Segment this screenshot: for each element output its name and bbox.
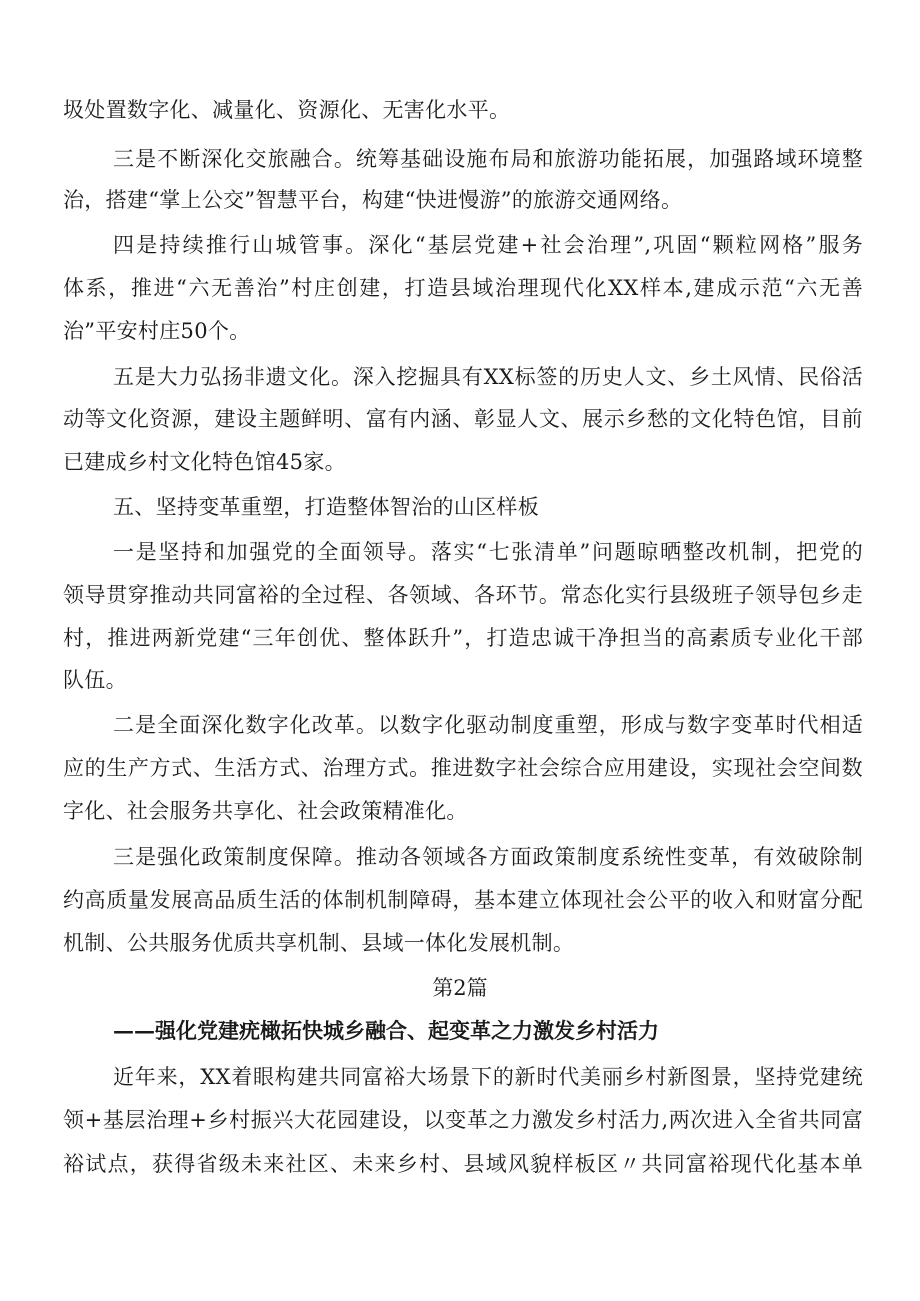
paragraph-line: 体系，推进“六无善治”村庄创建，打造县域治理现代化XX样本,建成示范“六无善 xyxy=(63,276,863,300)
paragraph-line: 机制、公共服务优质共享机制、县域一体化发展机制。 xyxy=(63,931,575,955)
chapter-heading: 第2篇 xyxy=(432,976,488,1000)
paragraph-line: 约高质量发展高品质生活的体制机制障碍，基本建立体现社会公平的收入和财富分配 xyxy=(63,888,863,912)
section-heading: 五、坚持变革重塑，打造整体智治的山区样板 xyxy=(113,495,539,519)
chapter-subtitle: ——强化党建疣橄拓快城乡融合、起变革之力激发乡村活力 xyxy=(113,1018,659,1043)
paragraph-line: 三是强化政策制度保障。推动各领域各方面政策制度系统性变革，有效破除制 xyxy=(113,845,863,869)
paragraph-line: 近年来，XX着眼构建共同富裕大场景下的新时代美丽乡村新图景，坚持党建统 xyxy=(113,1065,863,1089)
paragraph-line: 动等文化资源，建设主题鲜明、富有内涵、彰显人文、展示乡愁的文化特色馆，目前 xyxy=(63,407,863,431)
paragraph-line: 裕试点，获得省级未来社区、未来乡村、县域风貌样板区〃共同富裕现代化基本单 xyxy=(63,1152,863,1176)
paragraph-line: 治，搭建“掌上公交”智慧平台，构建“快进慢游”的旅游交通网络。 xyxy=(63,188,683,212)
paragraph-line: 领导贯穿推动共同富裕的全过程、各领域、各环节。常态化实行县级班子领导包乡走 xyxy=(63,583,863,607)
paragraph-line: 三是不断深化交旅融合。统筹基础设施布局和旅游功能拓展，加强路域环境整 xyxy=(113,147,863,171)
paragraph-line: 五是大力弘扬非遗文化。深入挖掘具有XX标签的历史人文、乡土风情、民俗活 xyxy=(113,365,863,389)
paragraph-line: 二是全面深化数字化改革。以数字化驱动制度重塑，形成与数字变革时代相适 xyxy=(113,713,863,737)
paragraph-line: 一是坚持和加强党的全面领导。落实“七张清单”问题晾晒整改机制，把党的 xyxy=(113,540,863,564)
paragraph-line: 领+基层治理+乡村振兴大花园建设，以变革之力激发乡村活力,两次进入全省共同富 xyxy=(63,1108,863,1132)
paragraph-line: 字化、社会服务共享化、社会政策精准化。 xyxy=(63,799,468,823)
paragraph-line: 应的生产方式、生活方式、治理方式。推进数字社会综合应用建设，实现社会空间数 xyxy=(63,756,863,780)
paragraph-line: 四是持续推行山城管事。深化“基层党建+社会治理”,巩固“颗粒网格”服务 xyxy=(113,233,863,257)
paragraph-line: 队伍。 xyxy=(63,668,127,692)
paragraph-line: 已建成乡村文化特色馆45家。 xyxy=(63,450,346,474)
paragraph-line: 村，推进两新党建“三年创优、整体跃升”，打造忠诚干净担当的高素质专业化干部 xyxy=(63,626,863,650)
paragraph-line: 圾处置数字化、减量化、资源化、无害化水平。 xyxy=(63,98,511,122)
paragraph-line: 治”平安村庄50个。 xyxy=(63,319,251,343)
